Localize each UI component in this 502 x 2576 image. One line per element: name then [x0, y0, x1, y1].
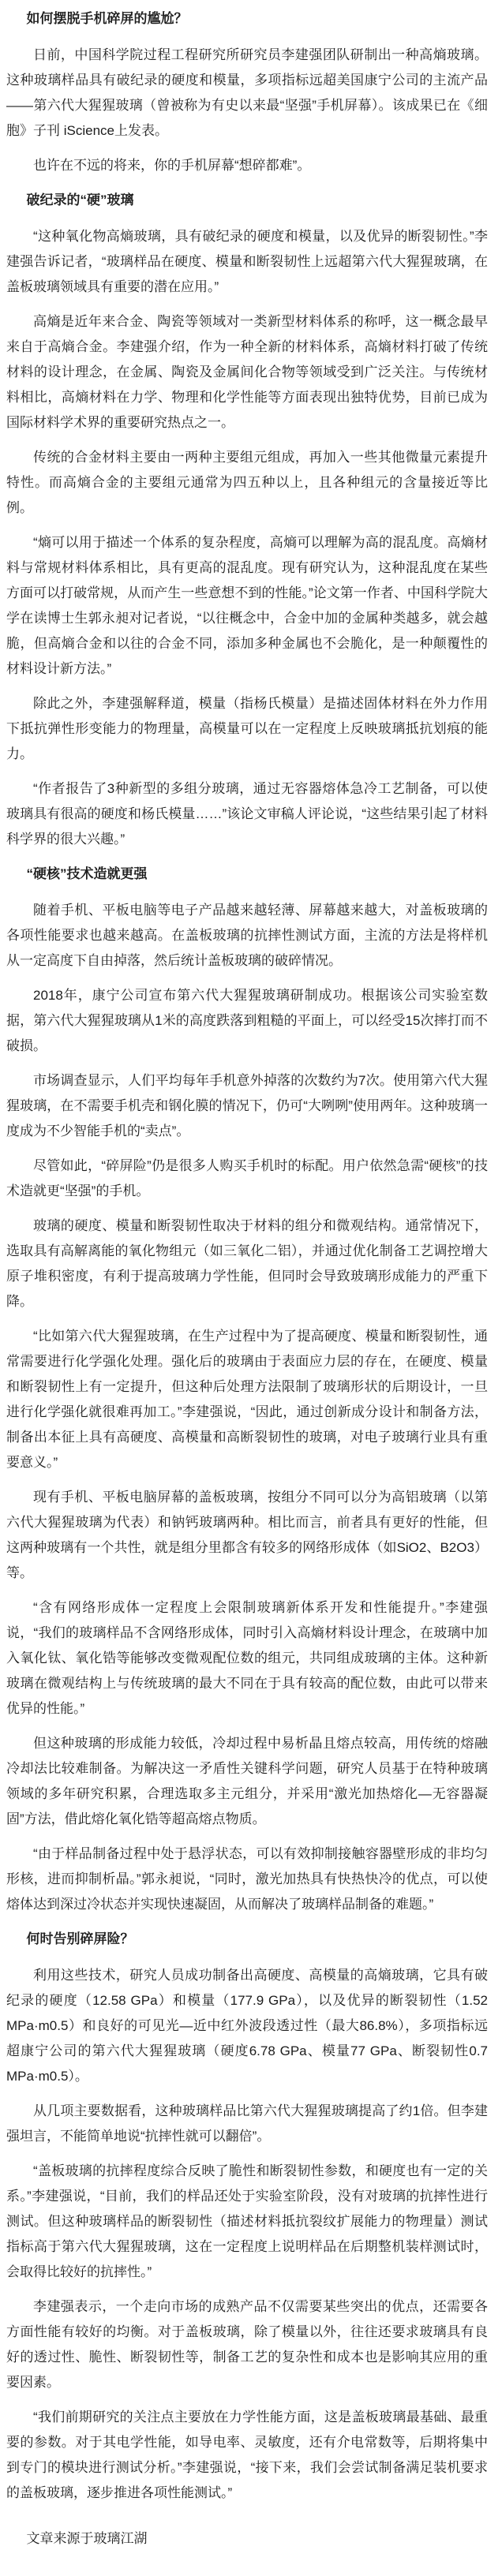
paragraph: “由于样品制备过程中处于悬浮状态，可以有效抑制接触容器壁形成的非均匀形核，进而抑制析晶。”郭永昶说，“同时，激光加热具有快热快冷的优点，可以使熔体达到深过冷状态并实现快速凝固，从而解决了玻璃样品制备的难题。” [6, 1846, 488, 1912]
paragraph: 日前，中国科学院过程工程研究所研究员李建强团队研制出一种高熵玻璃。这种玻璃样品具有破纪录的硬度和模量，多项指标远超美国康宁公司的主流产品——第六代大猩猩玻璃（曾被称为有史以来最“坚强”手机屏幕）。该成果已在《细胞》子刊 iScience上发表。 [6, 47, 488, 138]
article-body [6, 43, 488, 2506]
paragraph: 传统的合金材料主要由一两种主要组元组成，再加入一些其他微量元素提升特性。而高熵合金的主要组元通常为四五种以上，且各种组元的含量接近等比例。 [6, 450, 488, 515]
section-heading: 破纪录的“硬”玻璃 [26, 193, 134, 208]
section-heading: 何时告别碎屏险？ [26, 1931, 134, 1946]
paragraph: 2018年，康宁公司宣布第六代大猩猩玻璃研制成功。根据该公司实验室数据，第六代大猩猩玻璃从1米的高度跌落到粗糙的平面上，可以经受15次摔打而不破损。 [6, 988, 488, 1053]
paragraph: 尽管如此，“碎屏险”仍是很多人购买手机时的标配。用户依然急需“硬核”的技术造就更“坚强”的手机。 [6, 1158, 488, 1198]
article-title: 如何摆脱手机碎屏的尴尬？ [26, 11, 188, 26]
paragraph: 从几项主要数据看，这种玻璃样品比第六代大猩猩玻璃提高了约1倍。但李建强坦言，不能简单地说“抗摔性就可以翻倍”。 [6, 2103, 488, 2144]
paragraph: 市场调查显示，人们平均每年手机意外掉落的次数约为7次。使用第六代大猩猩玻璃，在不需要手机壳和钢化膜的情况下，仍可“大咧咧”使用两年。这种玻璃一度成为不少智能手机的“卖点”。 [6, 1073, 488, 1138]
paragraph: “熵可以用于描述一个体系的复杂程度，高熵可以理解为高的混乱度。高熵材料与常规材料体系相比，具有更高的混乱度。现有研究认为，这种混乱度在某些方面可以打破常规，从而产生一些意想不到的性能。”论文第一作者、中国科学院大学在读博士生郭永昶对记者说，“以往概念中，合金中加的金属种类越多，就会越脆，但高熵合金和以往的合金不同，添加多种金属也不会脆化，是一种颠覆性的材料设计新方法。” [6, 535, 488, 676]
paragraph: “作者报告了3种新型的多组分玻璃，通过无容器熔体急冷工艺制备，可以使玻璃具有很高的硬度和杨氏模量……”该论文审稿人评论说，“这些结果引起了材料科学界的很大兴趣。” [6, 781, 488, 847]
paragraph: 玻璃的硬度、模量和断裂韧性取决于材料的组分和微观结构。通常情况下，选取具有高解离能的氧化物组元（如三氧化二铝），并通过优化制备工艺调控增大原子堆积密度，有利于提高玻璃力学性能，但同时会导致玻璃形成能力的严重下降。 [6, 1218, 488, 1309]
paragraph: 李建强表示，一个走向市场的成熟产品不仅需要某些突出的优点，还需要各方面性能有较好的均衡。对于盖板玻璃，除了模量以外，往往还要求玻璃具有良好的透过性、脆性、断裂韧性等，制备工艺的复杂性和成本也是影响其应用的重要因素。 [6, 2299, 488, 2390]
section-heading: “硬核”技术造就更强 [26, 866, 148, 881]
paragraph: 除此之外，李建强解释道，模量（指杨氏模量）是描述固体材料在外力作用下抵抗弹性形变能力的物理量，高模量可以在一定程度上反映玻璃抵抗划痕的能力。 [6, 696, 488, 761]
paragraph: 但这种玻璃的形成能力较低，冷却过程中易析晶且熔点较高，用传统的熔融冷却法比较难制备。为解决这一矛盾性关键科学问题，研究人员基于在特种玻璃领域的多年研究积累，合理选取多主元组分，并采用“激光加热熔化—无容器凝固”方法，借此熔化氧化锆等超高熔点物质。 [6, 1736, 488, 1826]
paragraph: “含有网络形成体一定程度上会限制玻璃新体系开发和性能提升。”李建强说，“我们的玻璃样品不含网络形成体，同时引入高熵材料设计理念，在玻璃中加入氧化钛、氧化锆等能够改变微观配位数的组元，共同组成玻璃的主体。这种新玻璃在微观结构上与传统玻璃的最大不同在于具有较高的配位数，由此可以带来优异的性能。” [6, 1600, 488, 1716]
paragraph: “我们前期研究的关注点主要放在力学性能方面，这是盖板玻璃最基础、最重要的参数。对于其电学性能，如导电率、灵敏度，还有介电常数等，后期将集中到专门的模块进行测试分析。”李建强说，“接下来，我们会尝试制备满足装机要求的盖板玻璃，逐步推进各项性能测试。” [6, 2410, 488, 2500]
article-source: 文章来源于玻璃江湖 [26, 2531, 148, 2546]
paragraph: “比如第六代大猩猩玻璃，在生产过程中为了提高硬度、模量和断裂韧性，通常需要进行化学强化处理。强化后的玻璃由于表面应力层的存在，在硬度、模量和断裂韧性上有一定提升，但这种后处理方法限制了玻璃形状的后期设计，一旦进行化学强化就很难再加工。”李建强说，“因此，通过创新成分设计和制备方法，制备出本征上具有高硬度、高模量和高断裂韧性的玻璃，对电子玻璃行业具有重要意义。” [6, 1329, 488, 1470]
paragraph: “盖板玻璃的抗摔程度综合反映了脆性和断裂韧性参数，和硬度也有一定的关系。”李建强说，“目前，我们的样品还处于实验室阶段，没有对玻璃的抗摔性进行测试。但这种玻璃样品的断裂韧性（描述材料抵抗裂纹扩展能力的物理量）测试指标高于第六代大猩猩玻璃，这在一定程度上说明样品在后期整机装样测试时，会取得比较好的抗摔性。” [6, 2163, 488, 2279]
paragraph: 利用这些技术，研究人员成功制备出高硬度、高模量的高熵玻璃，它具有破纪录的硬度（12.58 GPa）和模量（177.9 GPa），以及优异的断裂韧性（1.52 MPa·m0.5）和良好的可见光—近中红外波段透过性（最大86.8%），多项指标远超康宁公司的第六代大猩猩玻璃（硬度6.78 GPa、模量77 GPa、断裂韧性0.7 MPa·m0.5）。 [6, 1968, 488, 2084]
paragraph: “这种氧化物高熵玻璃，具有破纪录的硬度和模量，以及优异的断裂韧性。”李建强告诉记者，“玻璃样品在硬度、模量和断裂韧性上远超第六代大猩猩玻璃，在盖板玻璃领域具有重要的潜在应用。” [6, 229, 488, 294]
paragraph: 现有手机、平板电脑屏幕的盖板玻璃，按组分不同可以分为高铝玻璃（以第六代大猩猩玻璃为代表）和钠钙玻璃两种。相比而言，前者具有更好的性能，但这两种玻璃有一个共性，就是组分里都含有较多的网络形成体（如SiO2、B2O3）等。 [6, 1490, 488, 1580]
paragraph: 高熵是近年来合金、陶瓷等领域对一类新型材料体系的称呼，这一概念最早来自于高熵合金。李建强介绍，作为一种全新的材料体系，高熵材料打破了传统材料的设计理念，在金属、陶瓷及金属间化合物等领域受到广泛关注。与传统材料相比，高熵材料在力学、物理和化学性能等方面表现出独特优势，目前已成为国际材料学术界的重要研究热点之一。 [6, 314, 488, 430]
paragraph: 也许在不远的将来，你的手机屏幕“想碎都难”。 [33, 158, 311, 173]
paragraph: 随着手机、平板电脑等电子产品越来越轻薄、屏幕越来越大，对盖板玻璃的各项性能要求也越来越高。在盖板玻璃的抗摔性测试方面，主流的方法是将样机从一定高度下自由掉落，然后统计盖板玻璃的破碎情况。 [6, 903, 488, 968]
